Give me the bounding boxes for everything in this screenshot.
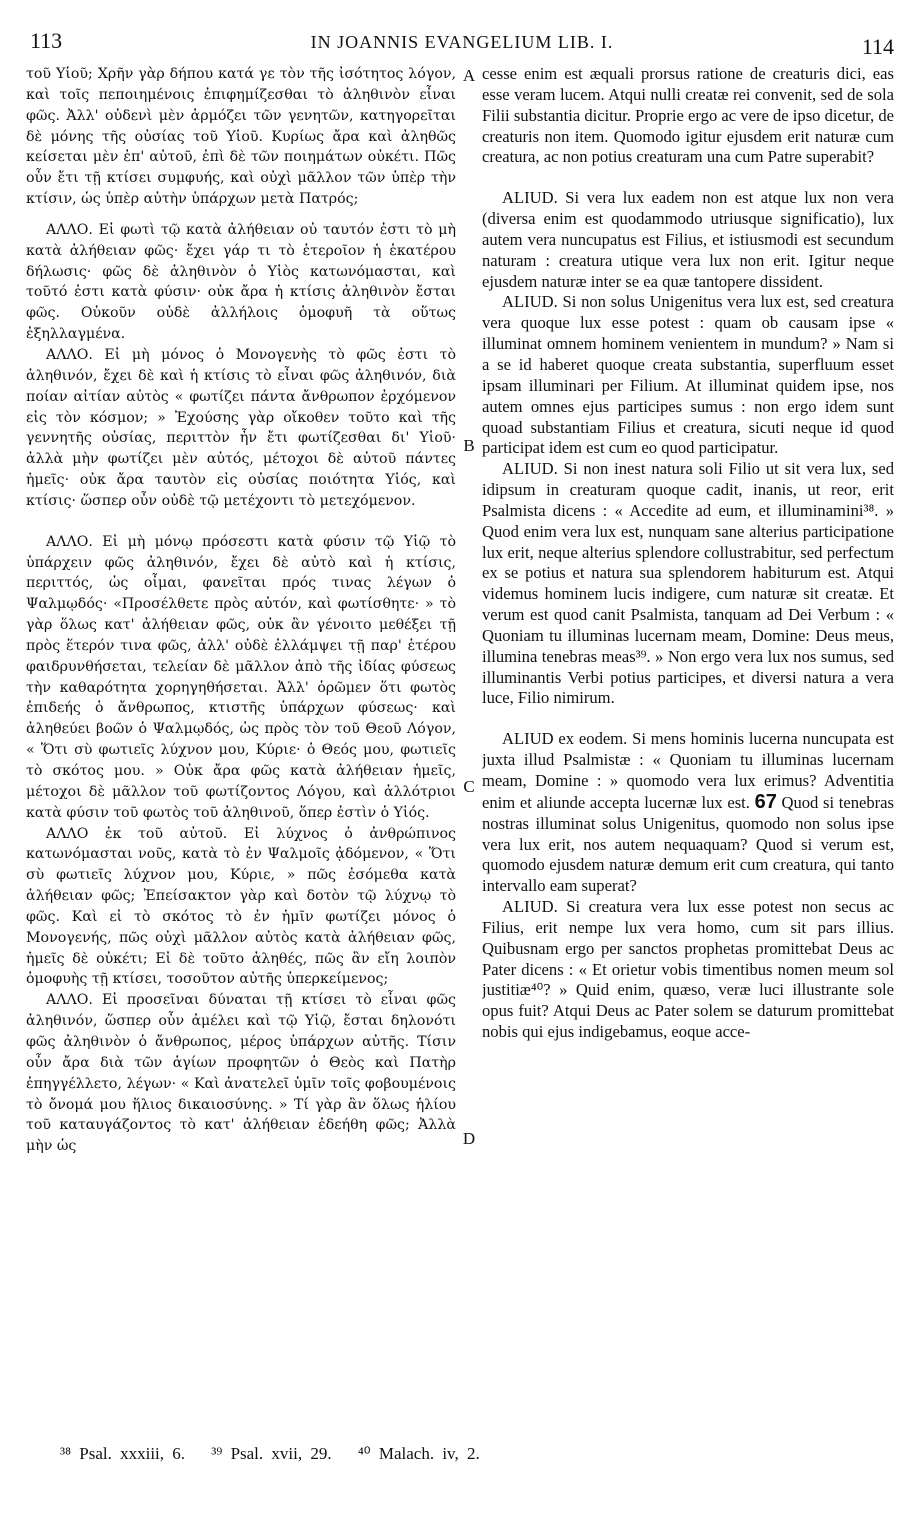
margin-markers [456,64,482,1424]
page-number-left: 113 [30,28,63,53]
margin-marker-a: A [462,66,476,85]
edition-page-marker: 67 [754,790,777,813]
latin-paragraph: ALIUD. Si non inest natura soli Filio ut sit vera lux, sed idipsum in creaturam quoque cadit, inanis, ut reor, erit Psalmista dicens : « Accedite ad eum, et illuminamini³⁸. » Quod enim vera lux est, nunquam sane alterius participatione lux erit, neque alterius splendore collustrabitur, sed perfectum ex se potius et natura sua splendorem habiturum est. Atqui videmus hominem lucis indigere, cum naturæ sit creatæ. Et verum est quod canit Psalmista, tanquam ad Dei Verbum : « Quoniam tu illuminas lucernam meam, Domine: Deus meus, illumina tenebras meas³⁹. » Non ergo vera lux nos sumus, sed illuminantis Verbi potius participes, et diversi natura a vera luce, Filio nimirum. [482,459,894,708]
latin-text: ALIUD ex eodem. Si mens hominis lucerna nuncupata est juxta illud Psalmistæ : « Quoniam tu illuminas lucernam meam, Domine : » quomodo vera lux erimus? Adventitia enim et aliunde accepta lucernæ lux est. [482,729,894,812]
greek-paragraph: ΑΛΛΟ. Εἰ μὴ μόνῳ πρόσεστι κατὰ φύσιν τῷ Υἱῷ τὸ ὑπάρχειν φῶς ἀληθινόν, ἔχει δὲ αὐτὸ καὶ ἡ κτίσις, περιττός, ὡς οἶμαι, φανεῖται πρός τινας λέγων ὁ Ψαλμῳδός· «Προσέλθετε πρὸς αὐτόν, καὶ φωτίσθητε· » τὸ γὰρ ὅλως κατ' ἀλήθειαν φῶς, οὐκ ἂν γένοιτο μεθέξει τῇ πρὸς ἕτερόν τινα φῶς, ἀλλ' οὐδὲ ἐλλάμψει τῇ παρ' ἑτέρου φαιδρυνθήσεται, τελείαν δὲ μᾶλλον ἀπὸ τῆς ἰδίας φύσεως τὴν καθαρότητα χορηγηθήσεται. Ἀλλ' ὁρῶμεν ὅτι φωτὸς ἐπιδεής ὁ ἄνθρωπος, κτιστῆς ὑπάρχων φύσεως· καὶ ἀληθεύει βοῶν ὁ Ψαλμῳδός, ὡς πρὸς τὸν τοῦ Θεοῦ Λόγον, « Ὅτι σὺ φωτιεῖς λύχνον μου, Κύριε· ὁ Θεός μου, φωτιεῖς τὸ σκότος μου. » Οὐκ ἄρα φῶς κατὰ ἀλήθειαν ἡμεῖς, μέτοχοι δὲ μᾶλλον τοῦ φωτίζοντος Λόγου, καὶ ἀλλότριοι κατὰ φύσιν τοῦ φωτὸς τοῦ ἀληθινοῦ, ὅπερ ἐστὶν ὁ Υἱός. [26,533,456,821]
margin-marker-b: B [463,436,475,455]
footnote: ³⁸ Psal. xxxiii, 6. [60,1444,186,1463]
latin-paragraph [482,729,894,897]
margin-marker-c: C [463,777,475,796]
latin-paragraph: ALIUD. Si non solus Unigenitus vera lux est, sed creatura vera quoque lux esse potest : quam ob causam ipse « illuminat omnem hominem venientem in mundum? » Nam si a se id haberet quoque creata substantia, superfluum esset ipsam illuminari per Filium. At illuminat quidem ipse, nos autem omnes ejus participes sumus : non ergo idem sunt quoad substantiam Filius et creatura, sicuti neque id quod participat idem est cum eo quod participatur. [482,292,894,458]
footnote: ⁴⁰ Malach. iv, 2. [357,1444,480,1463]
margin-marker-d: D [462,1129,476,1148]
greek-paragraph: ΑΛΛΟ. Εἰ φωτὶ τῷ κατὰ ἀλήθειαν οὐ ταυτόν ἐστι τὸ μὴ κατὰ ἀλήθειαν φῶς· ἔχει γάρ τι τὸ ἑτεροῖον ἡ ἑκατέρου δήλωσις· φῶς δὲ ἀληθινὸν ὁ Υἱὸς κατωνόμασται, καὶ τοῦτό ἐστι κατὰ φύσιν· οὐκ ἄρα ἡ κτίσις ἀληθινὸν ἔσται φῶς. Οὐκοῦν οὐδὲ ἀλλήλοις ὁμοφυῆ τὰ οὕτως ἐξηλλαγμένα. [26,221,456,343]
footnote: ³⁹ Psal. xvii, 29. [211,1444,332,1463]
greek-paragraph: ΑΛΛΟ ἐκ τοῦ αὐτοῦ. Εἰ λύχνος ὁ ἀνθρώπινος κατωνόμασται νοῦς, κατὰ τὸ ἐν Ψαλμοῖς ᾀδόμενον, « Ὅτι σὺ φωτιεῖς λύχνον μου, Κύριε, » πῶς ἐσόμεθα κατὰ ἀλήθειαν φῶς; Ἐπείσακτον γὰρ καὶ δοτὸν τῷ λύχνῳ τὸ φῶς. Καὶ εἰ τὸ σκότος τὸ ἐν ἡμῖν φωτίζει μόνος ὁ Μονογενής, πῶς οὐχὶ μᾶλλον αὐτὸς κατὰ ἀλήθειαν φῶς, ἡμεῖς δὲ οὐκέτι; Εἰ δὲ τοῦτο ἀληθές, πῶς ἂν εἴη λοιπὸν ὁμοφυὴς τῇ κτίσει, τοσοῦτον αὐτῆς ὑπερκείμενος; [26,825,456,988]
latin-paragraph: cesse enim est æquali prorsus ratione de creaturis dici, eas esse veram lucem. Atqui nulli creatæ rei convenit, sed de sola Filii substantia dicitur. Proprie ergo ac vere de ipso dicetur, de creaturis non item. Quomodo igitur ejusdem erit naturæ cum creatura, ac non potius creaturam una cum Patre superabit? [482,64,894,167]
greek-paragraph: ΑΛΛΟ. Εἰ μὴ μόνος ὁ Μονογενὴς τὸ φῶς ἐστι τὸ ἀληθινόν, ἔχει δὲ καὶ ἡ κτίσις τὸ εἶναι φῶς ἀληθινόν, διὰ ποίαν αἰτίαν αὐτὸς « φωτίζει πάντα ἄνθρωπον ἐρχόμενον εἰς τὸν κόσμον; » Ἐχούσης γὰρ οἴκοθεν τοῦτο καὶ τῆς γεννητῆς οὐσίας, περιττὸν ἦν ἔτι φωτίζεσθαι δι' Υἱοῦ· ἀλλὰ μὴν φωτίζει μὲν αὐτός, μέτοχοι δὲ αὐτοῦ πάντες ἡμεῖς· οὐκ ἄρα ταυτὸν εἰς οὐσίας ποιότητα Υἱός, καὶ κτίσις· ὥσπερ οὖν οὐδὲ τῷ μετέχοντι τὸ μετεχόμενον. [26,346,456,509]
greek-paragraph: τοῦ Υἱοῦ; Χρῆν γὰρ δήπου κατά γε τὸν τῆς ἰσότητος λόγον, καὶ τοῖς πεποιημένοις ἐπιφημίζεσθαι τὸ ἀληθινὸν εἶναι φῶς. Ἀλλ' οὐδενὶ μὲν ἁρμόζει τῶν γενητῶν, κατηγορεῖται δὲ μόνης τῆς οὐσίας τοῦ Υἱοῦ. Κυρίως ἄρα καὶ ἀληθῶς κείσεται μὲν ἐπ' αὐτοῦ, ἐπὶ δὲ τῶν ποιημάτων οὐκέτι. Πῶς οὖν ἔτι τῇ κτίσει συμφυής, καὶ οὐχὶ μᾶλλον τῶν ὑπὲρ τὴν κτίσιν, ὡς ὑπὲρ αὐτὴν ὑπάρχων μετὰ Πατρός; [26,66,456,208]
latin-text: Quod si tenebras nostras illuminat solus Unigenitus, quomodo non solus ipse vera lux erit, nos autem nequaquam? Quod si verum est, quomodo ejusdem naturæ demum erit cum creatura, qui tanto intervallo eam superat? [482,792,894,896]
latin-paragraph: ALIUD. Si creatura vera lux esse potest non secus ac Filius, erit nempe lux vera homo, cum sit pars illius. Quibusnam ergo per sanctos prophetas promittebat Deus ac Pater dicens : « Et orietur vobis timentibus nomen meum sol justitiæ⁴⁰? » Quid enim, quæso, veræ luci illustrante sole opus fuit? Atqui Deus ac Pater solem se daturum promittebat nobis qui ejus indigebamus, eoque acce- [482,897,894,1042]
greek-column [26,64,456,1424]
running-title: IN JOANNIS EVANGELIUM LIB. I. [310,32,614,52]
greek-paragraph: ΑΛΛΟ. Εἰ προσεῖναι δύναται τῇ κτίσει τὸ εἶναι φῶς ἀληθινόν, ὥσπερ οὖν ἀμέλει καὶ τῷ Υἱῷ, ἔσται δηλονότι φῶς ἀληθινὸν ὁ ἄνθρωπος, μέρος ὑπάρχων αὐτῆς. Τίσιν οὖν ἄρα διὰ τῶν ἁγίων προφητῶν ὁ Θεὸς καὶ Πατὴρ ἐπηγγέλλετο, λέγων· « Καὶ ἀνατελεῖ ὑμῖν τοῖς φοβουμένοις τὸ ὄνομά μου ἥλιος δικαιοσύνης. » Τί γὰρ ἂν ὅλως ἡλίου τοῦ καταυγάζοντος τὸ κατ' ἀλήθειαν ἐδεήθη φῶς; Ἀλλὰ μὴν ὡς [26,992,456,1155]
latin-column [482,64,894,1424]
page-number-right: 114 [861,34,894,59]
footnotes [60,1444,884,1464]
latin-paragraph: ALIUD. Si vera lux eadem non est atque lux non vera (diversa enim est quodammodo utriusque significatio), lux autem vera nuncupatus est Filius, et istiusmodi est secundum naturam : creatura utique vera lux non erit. Igitur neque ejusdem naturæ inter se ea quæ tantopere dissident. [482,188,894,291]
page-header [30,28,894,58]
